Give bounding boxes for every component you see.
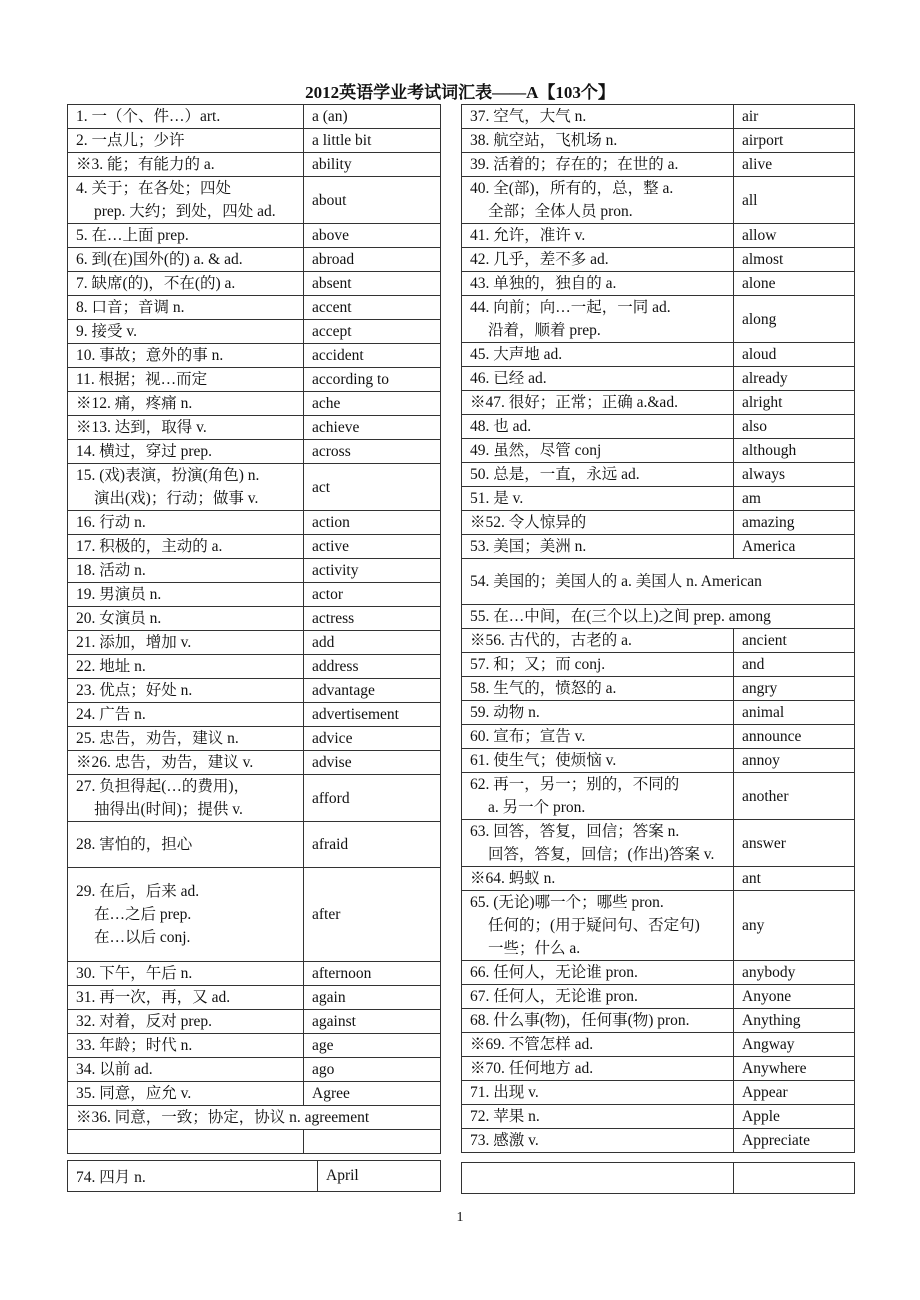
table-row <box>462 653 855 677</box>
chinese-meaning: 57. 和；又；而 conj. <box>462 653 734 677</box>
english-word: alone <box>734 272 855 296</box>
english-word <box>734 1163 855 1194</box>
table-row <box>462 773 855 820</box>
chinese-meaning: 51. 是 v. <box>462 487 734 511</box>
chinese-meaning <box>462 177 734 224</box>
chinese-meaning <box>462 296 734 343</box>
chinese-meaning: 46. 已经 ad. <box>462 367 734 391</box>
chinese-meaning: 14. 横过，穿过 prep. <box>68 440 304 464</box>
chinese-meaning: ※70. 任何地方 ad. <box>462 1057 734 1081</box>
chinese-meaning: 5. 在…上面 prep. <box>68 224 304 248</box>
chinese-meaning: 1. 一（个、件…）art. <box>68 105 304 129</box>
meaning-line: 全部；全体人员 pron. <box>488 203 633 220</box>
meaning-line: 在…以后 conj. <box>94 929 191 946</box>
meaning-line: 回答，答复，回信；(作出)答案 v. <box>488 846 715 863</box>
table-row <box>462 487 855 511</box>
english-word: another <box>734 773 855 820</box>
english-word: Agree <box>304 1082 441 1106</box>
table-row <box>68 1034 441 1058</box>
meaning-line: 在…之后 prep. <box>94 906 192 923</box>
table-row <box>68 822 441 868</box>
chinese-meaning: ※47. 很好；正常；正确 a.&ad. <box>462 391 734 415</box>
meaning-line: 一些；什么 a. <box>488 940 581 957</box>
table-row <box>68 727 441 751</box>
english-word: ago <box>304 1058 441 1082</box>
chinese-meaning: 49. 虽然，尽管 conj <box>462 439 734 463</box>
table-row <box>462 1009 855 1033</box>
page-title: 2012英语学业考试词汇表——A【103个】 <box>305 83 615 102</box>
table-row <box>462 1033 855 1057</box>
chinese-meaning: 21. 添加，增加 v. <box>68 631 304 655</box>
english-word: advantage <box>304 679 441 703</box>
vocab-entry: ※36. 同意，一致；协定，协议 n. agreement <box>68 1106 441 1130</box>
chinese-meaning: 48. 也 ad. <box>462 415 734 439</box>
meaning-line: 65. (无论)哪一个；哪些 pron. <box>470 894 664 911</box>
table-row <box>68 655 441 679</box>
table-row <box>462 511 855 535</box>
vocab-table-right-bottom <box>461 1162 855 1194</box>
table-row <box>68 296 441 320</box>
english-word: angry <box>734 677 855 701</box>
english-word: actress <box>304 607 441 631</box>
table-row <box>68 775 441 822</box>
table-row <box>462 820 855 867</box>
chinese-meaning <box>462 773 734 820</box>
meaning-line: 27. 负担得起(…的费用)， <box>76 778 250 795</box>
table-row <box>68 1058 441 1082</box>
table-row <box>68 440 441 464</box>
table-row <box>462 415 855 439</box>
english-word: Angway <box>734 1033 855 1057</box>
chinese-meaning: 16. 行动 n. <box>68 511 304 535</box>
table-row <box>462 177 855 224</box>
chinese-meaning: 32. 对着，反对 prep. <box>68 1010 304 1034</box>
vocab-entry: 55. 在…中间，在(三个以上)之间 prep. among <box>462 605 855 629</box>
meaning-line: 4. 关于；在各处；四处 <box>76 180 232 197</box>
chinese-meaning: 9. 接受 v. <box>68 320 304 344</box>
meaning-line: 40. 全(部)，所有的，总，整 a. <box>470 180 674 197</box>
chinese-meaning: 22. 地址 n. <box>68 655 304 679</box>
table-row <box>462 677 855 701</box>
table-row <box>462 867 855 891</box>
table-row <box>68 248 441 272</box>
table-row <box>462 725 855 749</box>
english-word: am <box>734 487 855 511</box>
vocab-entry: 54. 美国的；美国人的 a. 美国人 n. American <box>462 559 855 605</box>
english-word: a (an) <box>304 105 441 129</box>
english-word: animal <box>734 701 855 725</box>
table-row <box>462 891 855 961</box>
chinese-meaning: 20. 女演员 n. <box>68 607 304 631</box>
table-row <box>68 177 441 224</box>
english-word: along <box>734 296 855 343</box>
english-word: also <box>734 415 855 439</box>
table-row <box>68 320 441 344</box>
meaning-line: 演出(戏)；行动；做事 v. <box>94 490 259 507</box>
chinese-meaning: 58. 生气的，愤怒的 a. <box>462 677 734 701</box>
table-row <box>462 1129 855 1153</box>
meaning-line: 15. (戏)表演，扮演(角色) n. <box>76 467 260 484</box>
english-word: aloud <box>734 343 855 367</box>
table-row <box>462 535 855 559</box>
chinese-meaning: 72. 苹果 n. <box>462 1105 734 1129</box>
english-word: allow <box>734 224 855 248</box>
meaning-line: 44. 向前；向…一起，一同 ad. <box>470 299 671 316</box>
english-word: above <box>304 224 441 248</box>
vocab-table-left <box>67 104 441 1154</box>
meaning-line: 28. 害怕的，担心 <box>76 836 193 853</box>
chinese-meaning: 35. 同意，应允 v. <box>68 1082 304 1106</box>
english-word: already <box>734 367 855 391</box>
chinese-meaning: 6. 到(在)国外(的) a. & ad. <box>68 248 304 272</box>
meaning-line: 63. 回答，答复，回信；答案 n. <box>470 823 680 840</box>
english-word: afford <box>304 775 441 822</box>
chinese-meaning <box>68 177 304 224</box>
table-row <box>68 153 441 177</box>
chinese-meaning: ※56. 古代的，古老的 a. <box>462 629 734 653</box>
english-word: about <box>304 177 441 224</box>
chinese-meaning: 24. 广告 n. <box>68 703 304 727</box>
table-row <box>462 463 855 487</box>
english-word: ache <box>304 392 441 416</box>
chinese-meaning: 42. 几乎，差不多 ad. <box>462 248 734 272</box>
english-word: annoy <box>734 749 855 773</box>
table-row <box>462 343 855 367</box>
table-row <box>462 248 855 272</box>
table-row <box>68 392 441 416</box>
english-word: act <box>304 464 441 511</box>
table-row <box>68 631 441 655</box>
chinese-meaning: 71. 出现 v. <box>462 1081 734 1105</box>
table-row <box>68 1161 441 1192</box>
table-row <box>462 605 855 629</box>
table-row <box>68 1130 441 1154</box>
chinese-meaning: 74. 四月 n. <box>68 1161 318 1192</box>
english-word: activity <box>304 559 441 583</box>
table-row <box>68 986 441 1010</box>
chinese-meaning: ※69. 不管怎样 ad. <box>462 1033 734 1057</box>
english-word: ant <box>734 867 855 891</box>
english-word: actor <box>304 583 441 607</box>
table-row <box>462 296 855 343</box>
chinese-meaning: 31. 再一次，再，又 ad. <box>68 986 304 1010</box>
chinese-meaning: ※13. 达到，取得 v. <box>68 416 304 440</box>
chinese-meaning: 73. 感激 v. <box>462 1129 734 1153</box>
english-word: Apple <box>734 1105 855 1129</box>
english-word: accept <box>304 320 441 344</box>
english-word: although <box>734 439 855 463</box>
table-row <box>462 272 855 296</box>
table-row <box>68 344 441 368</box>
english-word: abroad <box>304 248 441 272</box>
english-word: Anyone <box>734 985 855 1009</box>
table-row <box>68 1010 441 1034</box>
chinese-meaning <box>462 1163 734 1194</box>
chinese-meaning <box>462 891 734 961</box>
table-row <box>462 985 855 1009</box>
chinese-meaning: ※3. 能；有能力的 a. <box>68 153 304 177</box>
meaning-line: a. 另一个 pron. <box>488 799 586 816</box>
english-word: any <box>734 891 855 961</box>
chinese-meaning: 53. 美国；美洲 n. <box>462 535 734 559</box>
english-word: add <box>304 631 441 655</box>
chinese-meaning <box>462 820 734 867</box>
chinese-meaning: 41. 允许，准许 v. <box>462 224 734 248</box>
meaning-line: prep. 大约；到处，四处 ad. <box>94 203 276 220</box>
chinese-meaning: 23. 优点；好处 n. <box>68 679 304 703</box>
chinese-meaning: 11. 根据；视…而定 <box>68 368 304 392</box>
chinese-meaning: 38. 航空站，飞机场 n. <box>462 129 734 153</box>
table-row <box>462 1163 855 1194</box>
table-row <box>68 583 441 607</box>
table-row <box>68 1082 441 1106</box>
english-word: airport <box>734 129 855 153</box>
chinese-meaning: ※64. 蚂蚁 n. <box>462 867 734 891</box>
english-word: air <box>734 105 855 129</box>
table-row <box>462 961 855 985</box>
chinese-meaning: 18. 活动 n. <box>68 559 304 583</box>
english-word: active <box>304 535 441 559</box>
english-word: age <box>304 1034 441 1058</box>
table-row <box>462 439 855 463</box>
english-word: all <box>734 177 855 224</box>
table-row <box>68 129 441 153</box>
chinese-meaning: 45. 大声地 ad. <box>462 343 734 367</box>
vocab-table-right <box>461 104 855 1153</box>
english-word: after <box>304 868 441 962</box>
table-row <box>68 607 441 631</box>
chinese-meaning: 8. 口音；音调 n. <box>68 296 304 320</box>
english-word: alright <box>734 391 855 415</box>
chinese-meaning: 34. 以前 ad. <box>68 1058 304 1082</box>
english-word: Appear <box>734 1081 855 1105</box>
meaning-line: 任何的；(用于疑问句、否定句) <box>488 917 700 934</box>
chinese-meaning: 25. 忠告，劝告，建议 n. <box>68 727 304 751</box>
chinese-meaning: 7. 缺席(的)，不在(的) a. <box>68 272 304 296</box>
english-word: across <box>304 440 441 464</box>
chinese-meaning <box>68 775 304 822</box>
english-word: absent <box>304 272 441 296</box>
english-word: against <box>304 1010 441 1034</box>
english-word: advertisement <box>304 703 441 727</box>
table-row <box>68 272 441 296</box>
chinese-meaning: 66. 任何人，无论谁 pron. <box>462 961 734 985</box>
table-row <box>462 559 855 605</box>
chinese-meaning: 50. 总是，一直，永远 ad. <box>462 463 734 487</box>
table-row <box>68 464 441 511</box>
chinese-meaning <box>68 464 304 511</box>
chinese-meaning <box>68 1130 304 1154</box>
english-word: Anything <box>734 1009 855 1033</box>
chinese-meaning: ※26. 忠告，劝告，建议 v. <box>68 751 304 775</box>
english-word: answer <box>734 820 855 867</box>
table-row <box>462 629 855 653</box>
table-row <box>68 1106 441 1130</box>
table-row <box>462 1081 855 1105</box>
table-row <box>462 129 855 153</box>
chinese-meaning: 39. 活着的；存在的；在世的 a. <box>462 153 734 177</box>
table-row <box>68 224 441 248</box>
table-row <box>68 962 441 986</box>
meaning-line: 抽得出(时间)；提供 v. <box>94 801 243 818</box>
english-word: afraid <box>304 822 441 868</box>
vocab-table-left-bottom <box>67 1160 441 1192</box>
chinese-meaning: 61. 使生气；使烦恼 v. <box>462 749 734 773</box>
english-word: April <box>318 1161 441 1192</box>
english-word: address <box>304 655 441 679</box>
english-word: Anywhere <box>734 1057 855 1081</box>
chinese-meaning: 68. 什么事(物)，任何事(物) pron. <box>462 1009 734 1033</box>
english-word: America <box>734 535 855 559</box>
chinese-meaning: 2. 一点儿；少许 <box>68 129 304 153</box>
chinese-meaning: 33. 年龄；时代 n. <box>68 1034 304 1058</box>
english-word: a little bit <box>304 129 441 153</box>
chinese-meaning: 60. 宣布；宣告 v. <box>462 725 734 749</box>
table-row <box>462 701 855 725</box>
chinese-meaning: 37. 空气，大气 n. <box>462 105 734 129</box>
meaning-line: 29. 在后，后来 ad. <box>76 883 200 900</box>
english-word: ancient <box>734 629 855 653</box>
page-number: 1 <box>456 1210 464 1225</box>
english-word: always <box>734 463 855 487</box>
table-row <box>462 153 855 177</box>
table-row <box>462 1105 855 1129</box>
english-word: action <box>304 511 441 535</box>
english-word: almost <box>734 248 855 272</box>
english-word: amazing <box>734 511 855 535</box>
english-word: according to <box>304 368 441 392</box>
english-word: ability <box>304 153 441 177</box>
table-row <box>462 1057 855 1081</box>
table-row <box>462 105 855 129</box>
table-row <box>68 105 441 129</box>
chinese-meaning <box>68 822 304 868</box>
english-word: advice <box>304 727 441 751</box>
chinese-meaning: 67. 任何人，无论谁 pron. <box>462 985 734 1009</box>
chinese-meaning: 30. 下午，午后 n. <box>68 962 304 986</box>
chinese-meaning: 19. 男演员 n. <box>68 583 304 607</box>
table-row <box>68 868 441 962</box>
table-row <box>68 511 441 535</box>
english-word: afternoon <box>304 962 441 986</box>
english-word: Appreciate <box>734 1129 855 1153</box>
chinese-meaning <box>68 868 304 962</box>
chinese-meaning: ※52. 令人惊异的 <box>462 511 734 535</box>
table-row <box>68 416 441 440</box>
chinese-meaning: 17. 积极的，主动的 a. <box>68 535 304 559</box>
table-row <box>68 751 441 775</box>
english-word: alive <box>734 153 855 177</box>
chinese-meaning: 43. 单独的，独自的 a. <box>462 272 734 296</box>
table-row <box>68 368 441 392</box>
english-word: accident <box>304 344 441 368</box>
table-row <box>462 367 855 391</box>
table-row <box>68 535 441 559</box>
chinese-meaning: ※12. 痛，疼痛 n. <box>68 392 304 416</box>
chinese-meaning: 59. 动物 n. <box>462 701 734 725</box>
table-row <box>68 679 441 703</box>
english-word: achieve <box>304 416 441 440</box>
english-word: accent <box>304 296 441 320</box>
table-row <box>462 749 855 773</box>
english-word: and <box>734 653 855 677</box>
english-word: anybody <box>734 961 855 985</box>
table-row <box>68 559 441 583</box>
chinese-meaning: 10. 事故；意外的事 n. <box>68 344 304 368</box>
english-word <box>304 1130 441 1154</box>
english-word: again <box>304 986 441 1010</box>
english-word: advise <box>304 751 441 775</box>
table-row <box>68 703 441 727</box>
english-word: announce <box>734 725 855 749</box>
table-row <box>462 224 855 248</box>
meaning-line: 沿着，顺着 prep. <box>488 322 601 339</box>
table-row <box>462 391 855 415</box>
meaning-line: 62. 再一，另一；别的，不同的 <box>470 776 680 793</box>
